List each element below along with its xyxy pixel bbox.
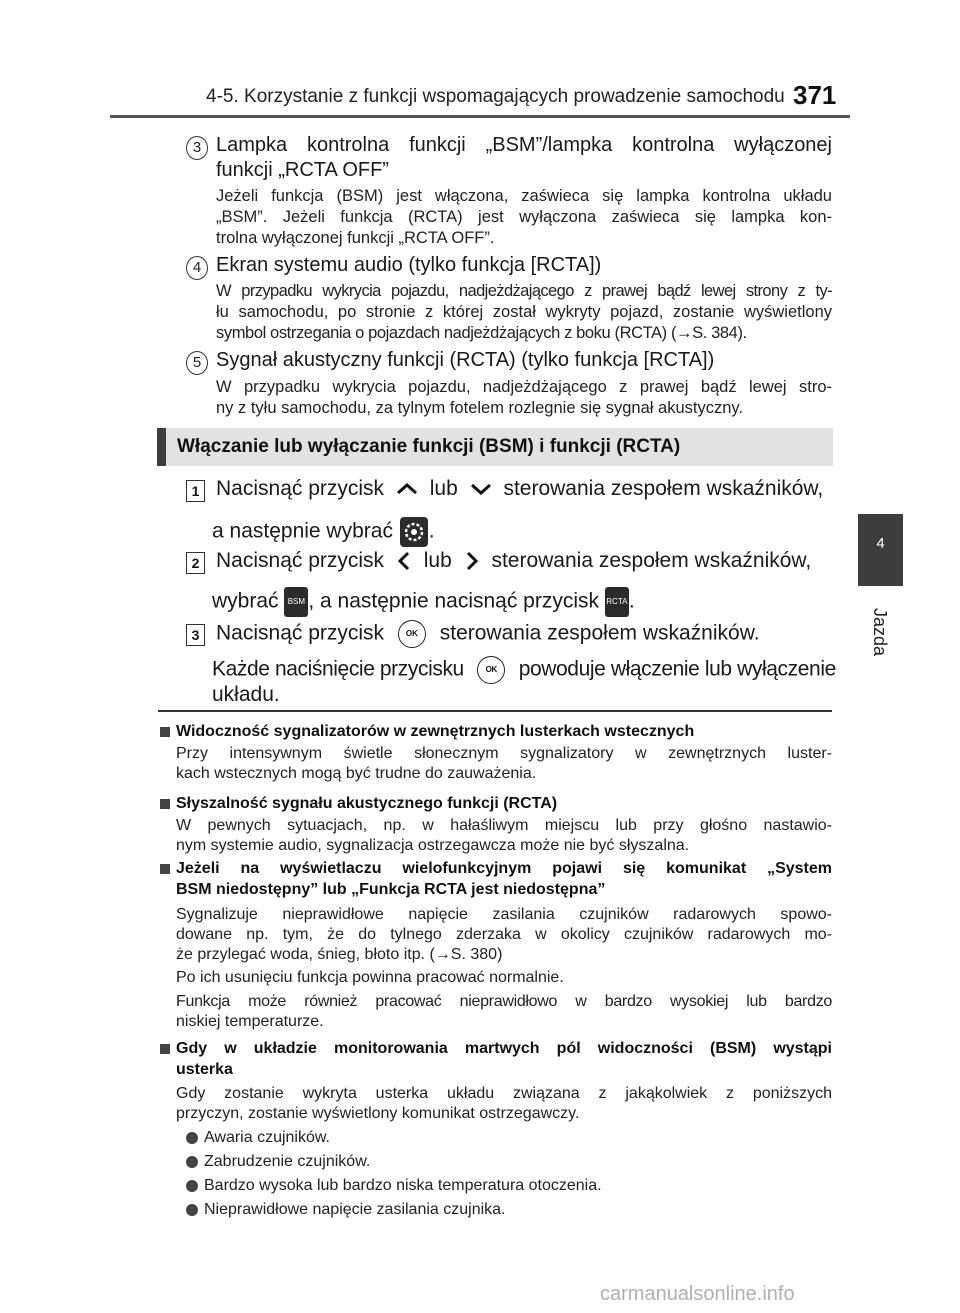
note-body-line: Gdy zostanie wykryta usterka układu związana z jakąkolwiek z poniższych — [176, 1085, 832, 1102]
note-body-line: niskiej temperaturze. — [176, 1013, 324, 1030]
item-desc-line: Jeżeli funkcja (BSM) jest włączona, zaświeca się lampka kontrolna układu — [216, 187, 832, 205]
note-body-line: Sygnalizuje nieprawidłowe napięcie zasilania czujników radarowych spowo- — [176, 906, 832, 923]
step-line — [212, 587, 635, 617]
step-text: Nacisnąć przycisk — [216, 477, 385, 500]
step-text: wybrać — [212, 589, 279, 613]
step-text: sterowania zespołem wskaźników, — [503, 477, 824, 500]
step-text: sterowania zespołem wskaźników. — [439, 621, 760, 645]
note-heading: Gdy w układzie monitorowania martwych pól widoczności (BSM) wystąpi — [176, 1040, 832, 1057]
ok-button-icon: OK — [398, 620, 426, 648]
item-desc-line: łu samochodu, po stronie z której został wykryty pojazd, zostanie wyświetlony — [216, 303, 832, 321]
step-number: 3 — [186, 624, 205, 646]
step-text: Nacisnąć przycisk — [216, 549, 385, 572]
item-title-cont: funkcji „RCTA OFF” — [216, 159, 389, 181]
item-desc-line: W przypadku wykrycia pojazdu, nadjeżdżającego z prawej bądź lewej strony z ty- — [216, 282, 832, 300]
bsm-menu-icon: BSM — [284, 587, 308, 617]
bullet-dot-icon — [186, 1156, 198, 1168]
note-body-line: Po ich usunięciu funkcja powinna pracować normalnie. — [176, 969, 564, 986]
note-body-line: nym systemie audio, sygnalizacja ostrzegawcza może nie być słyszalna. — [176, 837, 690, 854]
note-body-line: dowane np. tym, że do tylnego zderzaka w okolicy czujników radarowych mo- — [176, 926, 832, 943]
item-number: 4 — [186, 256, 208, 280]
note-body-line: że przylegać woda, śnieg, błoto itp. (→S. 380) — [176, 946, 503, 963]
chapter-label: Jazda — [870, 608, 890, 657]
note-heading: Widoczność sygnalizatorów w zewnętrznych lusterkach wstecznych — [176, 723, 695, 740]
item-title: Lampka kontrolna funkcji „BSM”/lampka kontrolna wyłączonej — [216, 134, 832, 156]
note-heading: Jeżeli na wyświetlaczu wielofunkcyjnym pojawi się komunikat „System — [176, 860, 832, 877]
note-heading-cont: usterka — [176, 1061, 233, 1078]
bullet-item: Bardzo wysoka lub bardzo niska temperatura otoczenia. — [204, 1177, 602, 1194]
chevron-down-icon — [464, 478, 498, 500]
section-band-marker — [157, 428, 166, 466]
settings-gear-icon — [399, 516, 429, 548]
step-line — [216, 477, 823, 501]
step-text: sterowania zespołem wskaźników, — [491, 549, 812, 572]
note-body-line: Przy intensywnym świetle słonecznym sygnalizatory w zewnętrznych luster- — [176, 745, 832, 762]
step-text: powoduje włączenie lub wyłączenie — [518, 657, 836, 681]
chevron-left-icon — [390, 549, 418, 573]
note-square-bullet — [160, 864, 170, 874]
section-title: Włączanie lub wyłączanie funkcji (BSM) i funkcji (RCTA) — [177, 436, 681, 457]
item-number: 3 — [186, 136, 208, 160]
page-number: 371 — [793, 80, 837, 110]
item-title: Sygnał akustyczny funkcji (RCTA) (tylko funkcja [RCTA]) — [216, 349, 715, 371]
step-line — [212, 656, 836, 684]
running-header: 4-5. Korzystanie z funkcji wspomagających prowadzenie samochodu — [206, 86, 785, 107]
step-text: a następnie wybrać — [212, 519, 393, 543]
ok-button-icon: OK — [477, 656, 505, 684]
item-desc-line: W przypadku wykrycia pojazdu, nadjeżdżającego z prawej bądź lewej stro- — [216, 378, 832, 396]
bullet-item: Zabrudzenie czujników. — [204, 1153, 371, 1170]
note-body-line: przyczyn, zostanie wyświetlony komunikat ostrzegawczy. — [176, 1105, 580, 1122]
note-square-bullet — [160, 799, 170, 809]
step-text: lub — [429, 477, 458, 500]
chevron-right-icon — [458, 549, 486, 573]
rcta-menu-icon: RCTA — [605, 587, 629, 617]
note-heading-cont: BSM niedostępny” lub „Funkcja RCTA jest niedostępna” — [176, 881, 606, 898]
item-desc-line: symbol ostrzegania o pojazdach nadjeżdżających z boku (RCTA) (→S. 384). — [216, 324, 747, 342]
step-number: 1 — [186, 480, 205, 502]
chapter-tab: 4 — [858, 514, 903, 586]
step-text: , a następnie nacisnąć przycisk — [308, 589, 600, 613]
step-line: układu. — [212, 683, 280, 706]
item-desc-line: trolna wyłączonej funkcji „RCTA OFF”. — [216, 229, 495, 247]
item-desc-line: „BSM”. Jeżeli funkcja (RCTA) jest wyłączona zaświeca się lampka kon- — [216, 208, 832, 226]
step-number: 2 — [186, 552, 205, 574]
item-desc-line: ny z tyłu samochodu, za tylnym fotelem rozlegnie się sygnał akustyczny. — [216, 399, 744, 417]
note-body-line: kach wstecznych mogą być trudne do zauważenia. — [176, 765, 537, 782]
bullet-dot-icon — [186, 1132, 198, 1144]
chevron-up-icon — [390, 478, 424, 500]
bullet-item: Nieprawidłowe napięcie zasilania czujnika. — [204, 1201, 506, 1218]
section-rule — [158, 710, 832, 712]
step-text: Każde naciśnięcie przycisku — [212, 657, 464, 681]
note-square-bullet — [160, 727, 170, 737]
item-title: Ekran systemu audio (tylko funkcja [RCTA]) — [216, 254, 602, 276]
item-number: 5 — [186, 351, 208, 375]
step-line — [216, 620, 760, 648]
step-line — [216, 549, 811, 573]
header-rule — [110, 115, 850, 118]
note-body-line: W pewnych sytuacjach, np. w hałaśliwym miejscu lub przy głośno nastawio- — [176, 817, 832, 834]
bullet-dot-icon — [186, 1204, 198, 1216]
step-text: Nacisnąć przycisk — [216, 621, 385, 645]
step-text: lub — [423, 549, 452, 572]
bullet-item: Awaria czujników. — [204, 1129, 330, 1146]
step-line — [212, 516, 435, 548]
step-text: . — [428, 519, 435, 543]
step-text: . — [628, 589, 635, 613]
bullet-dot-icon — [186, 1180, 198, 1192]
note-square-bullet — [160, 1044, 170, 1054]
note-body-line: Funkcja może również pracować nieprawidłowo w bardzo wysokiej lub bardzo — [176, 993, 832, 1010]
note-heading: Słyszalność sygnału akustycznego funkcji (RCTA) — [176, 795, 558, 812]
watermark: carmanualsonline.info — [600, 1283, 795, 1305]
